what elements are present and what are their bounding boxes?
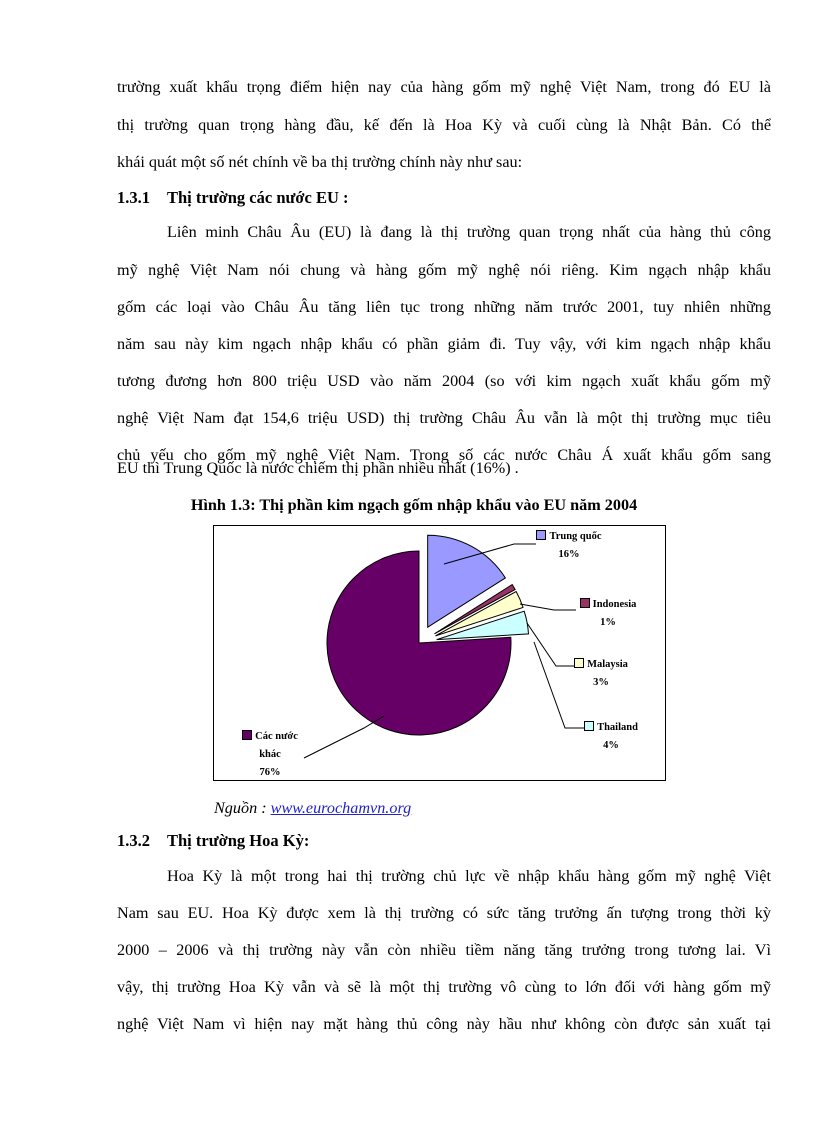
label-malaysia [568, 656, 634, 692]
legend-swatch [580, 598, 590, 608]
label-indonesia [574, 596, 642, 632]
body-text-line: nghệ Việt Nam vì hiện nay mặt hàng thủ công này hầu như không còn được sản xuất tại [117, 1015, 771, 1033]
source-link[interactable]: www.eurochamvn.org [270, 799, 412, 817]
body-text-line: năm sau này kim ngạch nhập khẩu có phần giảm đi. Tuy vậy, với kim ngạch nhập khẩu [117, 335, 771, 353]
body-text-line: vậy, thị trường Hoa Kỳ vẫn và sẽ là một thị trường vô cùng to lớn đối với hàng gốm mỹ [117, 978, 771, 996]
body-text-line: mỹ nghệ Việt Nam nói chung và hàng gốm mỹ nghệ nói riêng. Kim ngạch nhập khẩu [117, 261, 771, 279]
slice-percent: 1% [600, 617, 616, 628]
slice-name: Thailand [597, 722, 638, 733]
slice-percent: 76% [259, 767, 281, 778]
body-text-line: Liên minh Châu Âu (EU) là đang là thị trường quan trọng nhất của hàng thủ công [167, 223, 771, 241]
legend-swatch [584, 721, 594, 731]
slice-name-cont: khác [259, 749, 281, 760]
slice-name: Trung quốc [549, 531, 602, 542]
legend-swatch [242, 730, 252, 740]
section-title: Thị trường Hoa Kỳ: [167, 831, 310, 850]
source-prefix: Nguồn : [214, 799, 271, 817]
section-number: 1.3.1 [117, 188, 150, 207]
body-text-line: EU thì Trung Quốc là nước chiếm thị phần nhiều nhất (16%) . [117, 459, 519, 477]
body-text-line: tương đương hơn 800 triệu USD vào năm 2004 (so với kim ngạch xuất khẩu gốm mỹ [117, 372, 771, 390]
leader-line-indonesia [520, 604, 576, 610]
slice-name: Indonesia [592, 599, 637, 610]
slice-percent: 4% [603, 740, 619, 751]
legend-swatch [536, 530, 546, 540]
slice-name: Malaysia [587, 659, 628, 670]
section-heading-eu [117, 188, 349, 208]
section-title: Thị trường các nước EU : [167, 188, 349, 207]
body-text-line: Nam sau EU. Hoa Kỳ được xem là thị trường có sức tăng trưởng ấn tượng trong thời kỳ [117, 904, 771, 922]
body-text-line: thị trường quan trọng hàng đầu, kế đến là Hoa Kỳ và cuối cùng là Nhật Bản. Có thể [117, 116, 771, 134]
body-text-line: nghệ Việt Nam đạt 154,6 triệu USD) thị trường Châu Âu vẫn là một thị trường mục tiêu [117, 409, 771, 427]
body-text-line: trường xuất khẩu trọng điểm hiện nay của hàng gốm mỹ nghệ Việt Nam, trong đó EU là [117, 78, 771, 96]
section-heading-usa [117, 831, 309, 851]
label-others [236, 728, 304, 782]
pie-chart [213, 525, 666, 781]
slice-name: Các nước [255, 731, 298, 742]
figure-source [214, 798, 411, 818]
body-text-line: gốm các loại vào Châu Âu tăng liên tục trong những năm trước 2001, tuy nhiên những [117, 298, 771, 316]
legend-swatch [574, 658, 584, 668]
body-text-line: chủ yếu cho gốm mỹ nghệ Việt Nam. Trong số các nước Châu Á xuất khẩu gốm sang [117, 446, 771, 464]
figure-caption: Hình 1.3: Thị phần kim ngạch gốm nhập khẩu vào EU năm 2004 [190, 496, 638, 514]
body-text-line: Hoa Kỳ là một trong hai thị trường chủ lực về nhập khẩu hàng gốm mỹ nghệ Việt [167, 867, 771, 885]
label-thailand [578, 719, 644, 755]
label-trung-quoc [532, 528, 606, 564]
slice-percent: 16% [558, 549, 580, 560]
slice-percent: 3% [593, 677, 609, 688]
section-number: 1.3.2 [117, 831, 150, 850]
body-text-line: khái quát một số nét chính về ba thị trường chính này như sau: [117, 153, 523, 171]
body-text-line: 2000 – 2006 và thị trường này vẫn còn nhiều tiềm năng tăng trưởng trong tương lai. Vì [117, 941, 771, 959]
